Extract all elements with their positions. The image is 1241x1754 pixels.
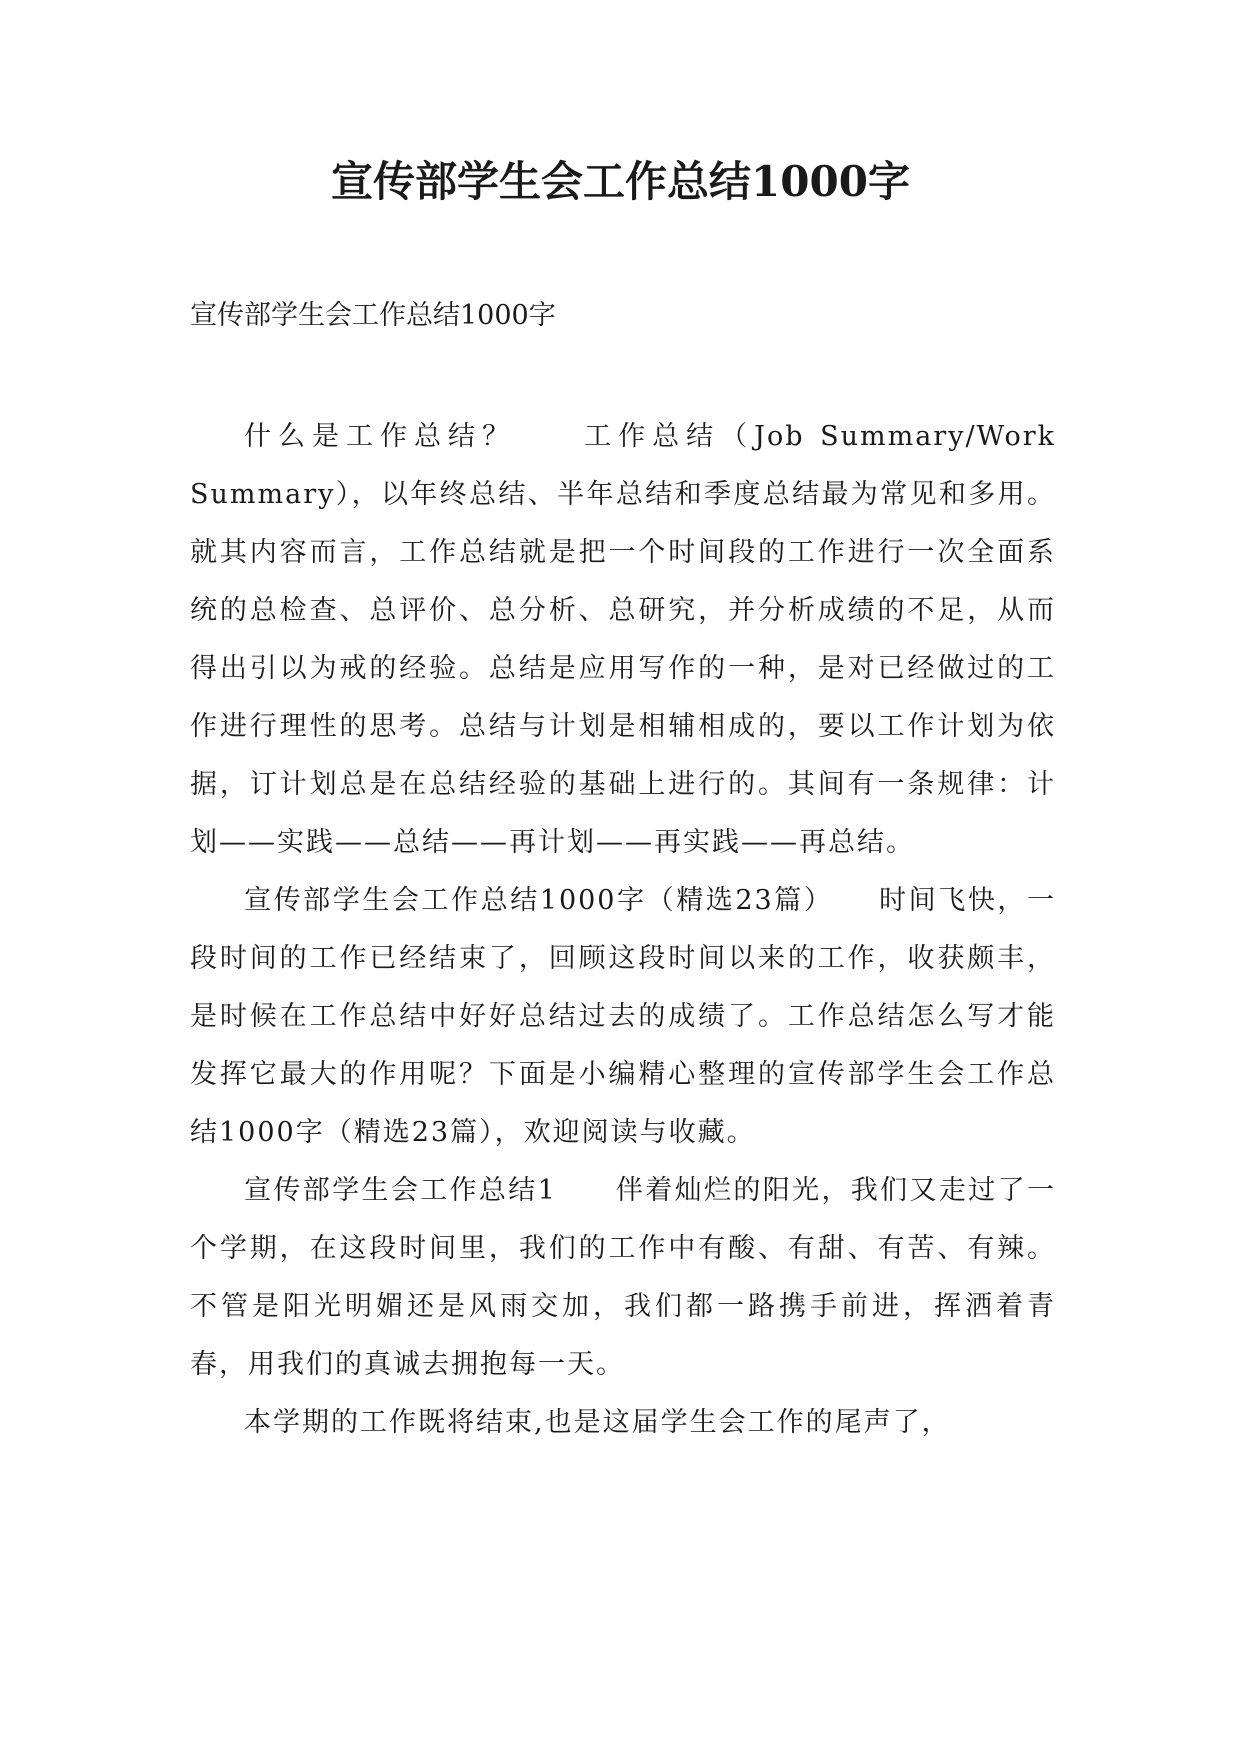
paragraph-intro: 宣传部学生会工作总结1000字（精选23篇） 时间飞快，一段时间的工作已经结束了，回顾这段时间以来的工作，收获颇丰，是时候在工作总结中好好总结过去的成绩了。工作总结怎么写才能发挥它最大的作用呢？下面是小编精心整理的宣传部学生会工作总结1000字（精选23篇），欢迎阅读与收藏。 <box>190 885 1056 1148</box>
document-body <box>190 408 1056 1452</box>
paragraph-semester-end: 本学期的工作既将结束,也是这届学生会工作的尾声了， <box>244 1407 951 1438</box>
document-title: 宣传部学生会工作总结1000字 <box>331 157 910 206</box>
paragraph-what-is-summary: 什么是工作总结？ 工作总结（Job Summary/Work Summary），以年终总结、半年总结和季度总结最为常见和多用。就其内容而言，工作总结就是把一个时间段的工作进行一次全面系统的总检查、总评价、总分析、总研究，并分析成绩的不足，从而得出引以为戒的经验。总结是应用写作的一种，是对已经做过的工作进行理性的思考。总结与计划是相辅相成的，要以工作计划为依据，订计划总是在总结经验的基础上进行的。其间有一条规律：计划——实践——总结——再计划——再实践——再总结。 <box>190 421 1056 858</box>
paragraph-summary-1: 宣传部学生会工作总结1 伴着灿烂的阳光，我们又走过了一个学期，在这段时间里，我们的工作中有酸、有甜、有苦、有辣。不管是阳光明媚还是风雨交加，我们都一路携手前进，挥洒着青春，用我们的真诚去拥抱每一天。 <box>190 1175 1056 1380</box>
document-subtitle: 宣传部学生会工作总结1000字 <box>190 300 556 331</box>
